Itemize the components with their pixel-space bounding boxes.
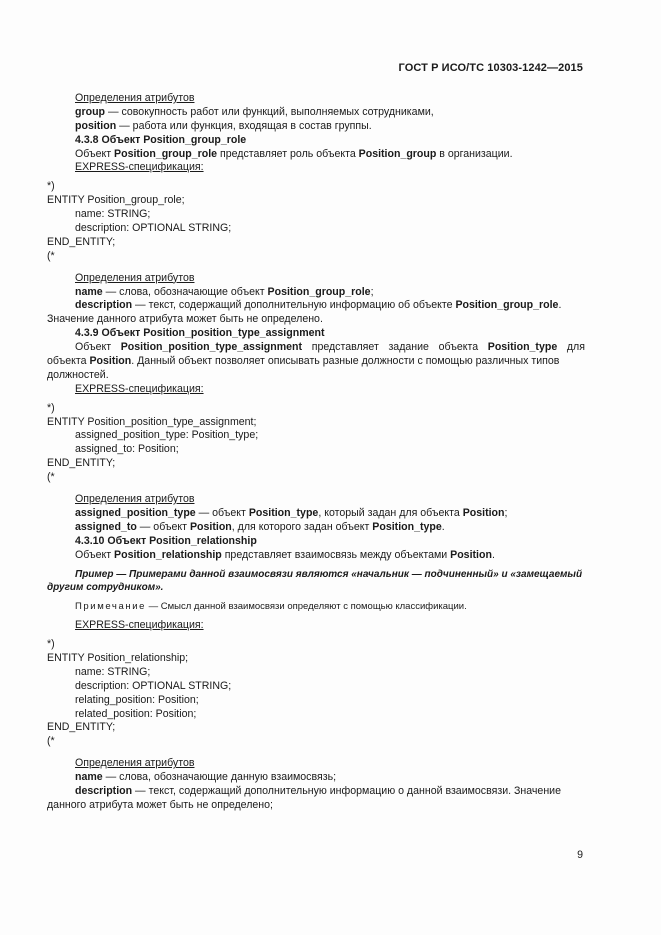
attr-line <box>47 120 585 134</box>
code-line: name: STRING; <box>75 665 151 678</box>
code-line: END_ENTITY; <box>47 235 116 248</box>
code-line: END_ENTITY; <box>47 721 116 734</box>
entity-name: Position_type <box>248 506 319 519</box>
entity-name: Position_group <box>358 147 437 160</box>
attr-name: assigned_to <box>75 520 137 533</box>
text-run: . <box>558 299 562 312</box>
section-heading: 4.3.9 Объект Position_position_type_assignment <box>75 327 325 340</box>
code-line: *) <box>47 638 55 651</box>
entity-name: Position <box>89 355 132 368</box>
attr-name: position <box>75 119 117 132</box>
entity-name: Position_type <box>487 341 558 354</box>
attr-definitions-heading: Определения атрибутов <box>75 271 195 284</box>
document-body <box>47 92 585 813</box>
attr-line <box>47 771 585 785</box>
code-line: (* <box>47 249 55 262</box>
attr-desc: — объект <box>136 520 190 533</box>
attr-line <box>47 106 585 120</box>
express-spec-heading: EXPRESS-спецификация: <box>75 382 204 395</box>
code-line: name: STRING; <box>75 208 151 221</box>
standard-header: ГОСТ Р ИСО/ТС 10303-1242—2015 <box>398 62 583 74</box>
code-line: *) <box>47 401 55 414</box>
text-run: представляет роль объекта <box>217 147 359 160</box>
attr-desc: — совокупность работ или функций, выполняемых сотрудниками, <box>105 105 434 118</box>
text-run: ; <box>370 285 374 298</box>
attr-desc: — текст, содержащий дополнительную информацию об объекте <box>132 299 456 312</box>
code-line: ENTITY Position_relationship; <box>47 651 189 664</box>
attr-desc: — слова, обозначающие объект <box>102 285 268 298</box>
attr-definitions-heading: Определения атрибутов <box>75 92 195 104</box>
attr-desc: — объект <box>195 506 249 519</box>
text-run: в организации. <box>436 147 513 160</box>
note-label: Примечание <box>75 601 146 613</box>
express-spec-heading: EXPRESS-спецификация: <box>75 619 204 632</box>
text-run: Объект <box>75 548 115 561</box>
entity-name: Position <box>450 548 492 561</box>
example-text: другим сотрудником». <box>47 582 164 594</box>
text-run: Объект <box>75 341 121 354</box>
attr-line <box>47 507 585 521</box>
text-run: , который задан для объекта <box>318 506 463 519</box>
entity-name: Position_type <box>372 520 442 533</box>
page-number: 9 <box>577 849 583 861</box>
section-heading: 4.3.10 Объект Position_relationship <box>75 534 257 547</box>
paragraph-line: данного атрибута может быть не определено; <box>47 798 273 811</box>
entity-name: Position <box>462 506 505 519</box>
paragraph-line <box>47 341 585 355</box>
code-line: related_position: Position; <box>75 707 197 720</box>
code-line: (* <box>47 735 55 748</box>
paragraph-line <box>47 355 585 369</box>
code-line: ENTITY Position_position_type_assignment; <box>47 415 257 428</box>
entity-name: Position_group_role <box>114 147 218 160</box>
text-run: ; <box>504 506 508 519</box>
code-line: description: OPTIONAL STRING; <box>75 222 232 235</box>
text-run: представляет взаимосвязь между объектами <box>221 548 451 561</box>
attr-name: description <box>75 784 133 797</box>
attr-name: description <box>75 299 133 312</box>
text-run: . <box>441 520 445 533</box>
attr-name: name <box>75 285 103 298</box>
code-line: description: OPTIONAL STRING; <box>75 679 232 692</box>
attr-desc: — работа или функция, входящая в состав группы. <box>116 119 372 132</box>
attr-desc: — слова, обозначающие данную взаимосвязь; <box>102 771 337 784</box>
code-line: (* <box>47 471 55 484</box>
entity-name: Position <box>189 520 232 533</box>
paragraph-line: должностей. <box>47 368 109 381</box>
attr-name: assigned_position_type <box>75 506 196 519</box>
attr-line <box>47 521 585 535</box>
attr-line <box>47 785 585 799</box>
attr-line <box>47 299 585 313</box>
code-line: assigned_to: Position; <box>75 443 179 456</box>
attr-name: group <box>75 105 106 118</box>
entity-name: Position_position_type_assignment <box>120 341 303 354</box>
entity-name: Position_relationship <box>114 548 222 561</box>
section-heading: 4.3.8 Объект Position_group_role <box>75 133 247 146</box>
attr-definitions-heading: Определения атрибутов <box>75 757 195 770</box>
attr-line <box>47 286 585 300</box>
note-text: — Смысл данной взаимосвязи определяют с помощью классификации. <box>146 601 467 613</box>
text-run: Объект <box>75 147 115 160</box>
attr-definitions-heading: Определения атрибутов <box>75 493 195 506</box>
text-run: представляет задание объекта <box>302 341 488 354</box>
code-line: END_ENTITY; <box>47 457 116 470</box>
text-run: для <box>557 341 585 354</box>
code-line: ENTITY Position_group_role; <box>47 194 185 207</box>
text-run: . Данный объект позволяет описывать разные должности с помощью различных типов <box>131 355 560 368</box>
text-run: , для которого задан объект <box>231 520 373 533</box>
paragraph-line <box>47 148 585 162</box>
example-text: Пример — Примерами данной взаимосвязи являются «начальник — подчиненный» и «замещаемый <box>75 568 583 580</box>
paragraph-line: Значение данного атрибута может быть не определено. <box>47 313 323 326</box>
code-line: *) <box>47 180 55 193</box>
paragraph-line <box>47 549 585 563</box>
note-line <box>47 600 585 614</box>
entity-name: Position_group_role <box>267 285 371 298</box>
text-run: . <box>491 548 495 561</box>
code-line: relating_position: Position; <box>75 693 199 706</box>
entity-name: Position_group_role <box>455 299 559 312</box>
text-run: объекта <box>47 355 90 368</box>
attr-name: name <box>75 771 103 784</box>
code-line: assigned_position_type: Position_type; <box>75 429 259 442</box>
express-spec-heading: EXPRESS-спецификация: <box>75 161 204 174</box>
attr-desc: — текст, содержащий дополнительную информацию о данной взаимосвязи. Значение <box>132 784 561 797</box>
